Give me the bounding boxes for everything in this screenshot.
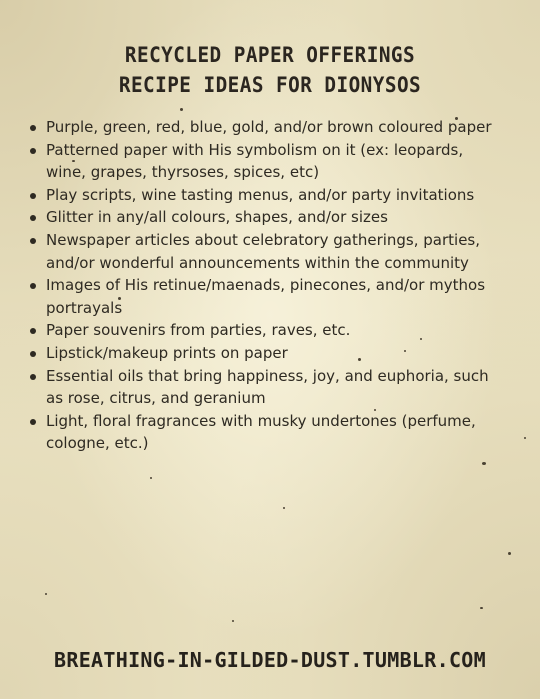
offering-ideas-list: [26, 116, 502, 455]
paper-speck: [508, 552, 511, 555]
paper-speck: [480, 607, 483, 609]
list-item: Newspaper articles about celebratory gatherings, parties, and/or wonderful announcements within the community: [26, 229, 502, 274]
list-item: Play scripts, wine tasting menus, and/or party invitations: [26, 184, 502, 207]
title-line-1: RECYCLED PAPER OFFERINGS: [124, 43, 416, 67]
list-item: Patterned paper with His symbolism on it (ex: leopards, wine, grapes, thyrsoses, spices, etc): [26, 139, 502, 184]
paper-speck: [524, 437, 526, 439]
paper-speck: [45, 593, 47, 595]
title-line-2: RECIPE IDEAS FOR DIONYSOS: [118, 73, 422, 97]
paper-speck: [180, 108, 183, 111]
paper-speck: [482, 462, 486, 465]
list-item: Lipstick/makeup prints on paper: [26, 342, 502, 365]
paper-speck: [150, 477, 152, 479]
list-item: Purple, green, red, blue, gold, and/or brown coloured paper: [26, 116, 502, 139]
paper-speck: [283, 507, 285, 509]
page-title: [22, 40, 519, 100]
footer-url: BREATHING-IN-GILDED-DUST.TUMBLR.COM: [54, 648, 486, 672]
paper-speck: [232, 620, 234, 622]
list-item: Light, floral fragrances with musky undertones (perfume, cologne, etc.): [26, 410, 502, 455]
list-item: Paper souvenirs from parties, raves, etc.: [26, 319, 502, 342]
list-item: Essential oils that bring happiness, joy, and euphoria, such as rose, citrus, and geranium: [26, 365, 502, 410]
list-item: Images of His retinue/maenads, pinecones, and/or mythos portrayals: [26, 274, 502, 319]
list-item: Glitter in any/all colours, shapes, and/or sizes: [26, 206, 502, 229]
